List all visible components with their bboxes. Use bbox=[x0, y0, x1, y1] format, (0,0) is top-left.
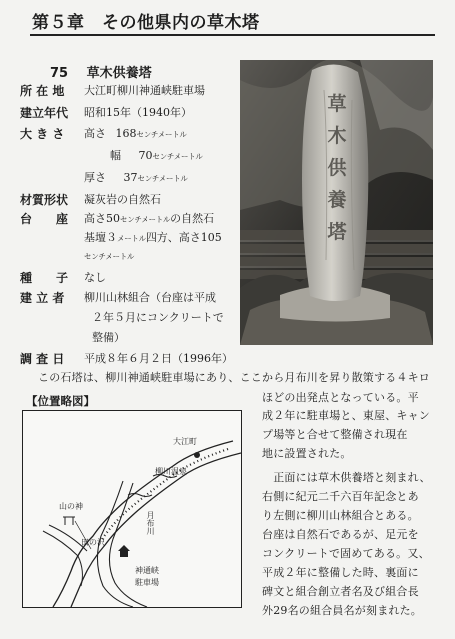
body-line: プ場等と合せて整備され現在 bbox=[262, 428, 408, 441]
info-label: 調 査 日 bbox=[20, 352, 65, 366]
base-line2-unit: メートル bbox=[117, 234, 146, 243]
body-line: 台座は自然石であるが、足元を bbox=[262, 528, 419, 541]
monument-inscription: 草木供養塔 bbox=[327, 93, 347, 243]
info-value: 昭和15年（1940年） bbox=[84, 106, 192, 119]
size-thickness bbox=[84, 170, 188, 187]
body-line: 正面には草木供養塔と刻まれ、 bbox=[262, 471, 431, 484]
body-line: り左側に柳川山林組合とある。 bbox=[262, 509, 419, 522]
item-name: 草木供養塔 bbox=[86, 66, 152, 81]
body-line: 右側に紀元二千六百年記念とあ bbox=[262, 490, 419, 503]
monument-photo bbox=[240, 60, 433, 345]
info-label: 種 子 bbox=[20, 271, 69, 285]
base-line1 bbox=[84, 211, 214, 228]
size-width-label: 幅 bbox=[110, 149, 121, 162]
body-intro-line2: ほどの出発点となっている。平 bbox=[262, 391, 419, 404]
builder-line3: 整備） bbox=[92, 331, 125, 344]
size-height-label: 高さ bbox=[84, 127, 106, 140]
map-place-parking1: 神通峡 bbox=[135, 566, 159, 575]
body-line: 外29名の組合員名が刻まれた。 bbox=[262, 604, 422, 617]
base-line1-b: の自然石 bbox=[170, 212, 215, 225]
size-height bbox=[84, 126, 187, 143]
base-line3-unit: センチメートル bbox=[84, 252, 135, 261]
base-line3 bbox=[84, 248, 134, 265]
info-value: 平成８年６月２日（1996年） bbox=[84, 352, 233, 365]
body-intro-line1: この石塔は、柳川神通峡駐車場にあり、ここから月布川を昇り散策する４キロ bbox=[38, 371, 430, 384]
chapter-title: 第５章 その他県内の草木塔 bbox=[32, 13, 260, 33]
info-label: 台 座 bbox=[20, 212, 69, 226]
base-line1-unit: センチメートル bbox=[120, 215, 171, 224]
body-line: 碑文と組合創立者名及び組合長 bbox=[262, 585, 419, 598]
info-label: 所 在 地 bbox=[20, 84, 65, 98]
map-place-yamanokami: 山の神 bbox=[59, 502, 83, 511]
size-thickness-label: 厚さ bbox=[84, 171, 106, 184]
body-line: 成２年に駐車場と、東屋、キャン bbox=[262, 409, 430, 422]
builder-line2: ２年５月にコンクリートで bbox=[92, 311, 224, 324]
body-line: コンクリートで固めてある。又、 bbox=[262, 547, 430, 560]
builder-line1: 柳川山林組合（台座は平成 bbox=[84, 291, 216, 304]
size-thickness-unit: センチメートル bbox=[137, 174, 188, 183]
body-right-column bbox=[262, 406, 447, 620]
chapter-rule bbox=[30, 34, 435, 36]
size-thickness-value: 37 bbox=[123, 171, 138, 184]
map-label: 【位置略図】 bbox=[26, 394, 95, 408]
size-height-unit: センチメートル bbox=[136, 130, 187, 139]
info-value: 大江町柳川神通峡駐車場 bbox=[84, 84, 205, 97]
map-place-yanagawa-onsen: 柳川温泉 bbox=[155, 467, 187, 476]
item-number: 75 bbox=[50, 66, 69, 81]
info-label: 建立年代 bbox=[20, 106, 69, 120]
base-line2-b: 四方、高さ105 bbox=[145, 231, 222, 244]
location-map bbox=[22, 410, 242, 608]
size-width bbox=[110, 148, 203, 165]
map-place-tsukinuno: 月布川 bbox=[146, 511, 155, 535]
size-height-value: 168 bbox=[115, 127, 137, 140]
base-line2 bbox=[84, 230, 222, 247]
size-width-value: 70 bbox=[138, 149, 153, 162]
info-label: 大 き さ bbox=[20, 127, 65, 141]
map-place-oe: 大江町 bbox=[173, 437, 197, 446]
base-line2-a: 基壇３ bbox=[84, 231, 117, 244]
info-label: 材質形状 bbox=[20, 193, 69, 207]
info-value: 凝灰岩の自然石 bbox=[84, 193, 161, 206]
info-value: なし bbox=[84, 271, 106, 284]
body-line: 平成２年に整備した時、裏面に bbox=[262, 566, 419, 579]
base-line1-a: 高さ50 bbox=[84, 212, 120, 225]
map-place-tanosawa: 田の沢 bbox=[81, 538, 105, 547]
map-place-parking2: 駐車場 bbox=[135, 578, 159, 587]
location-map-graphic bbox=[23, 411, 241, 607]
info-label: 建 立 者 bbox=[20, 291, 65, 305]
item-heading bbox=[50, 62, 152, 81]
body-line: 地に設置された。 bbox=[262, 447, 352, 460]
size-width-unit: センチメートル bbox=[152, 152, 203, 161]
